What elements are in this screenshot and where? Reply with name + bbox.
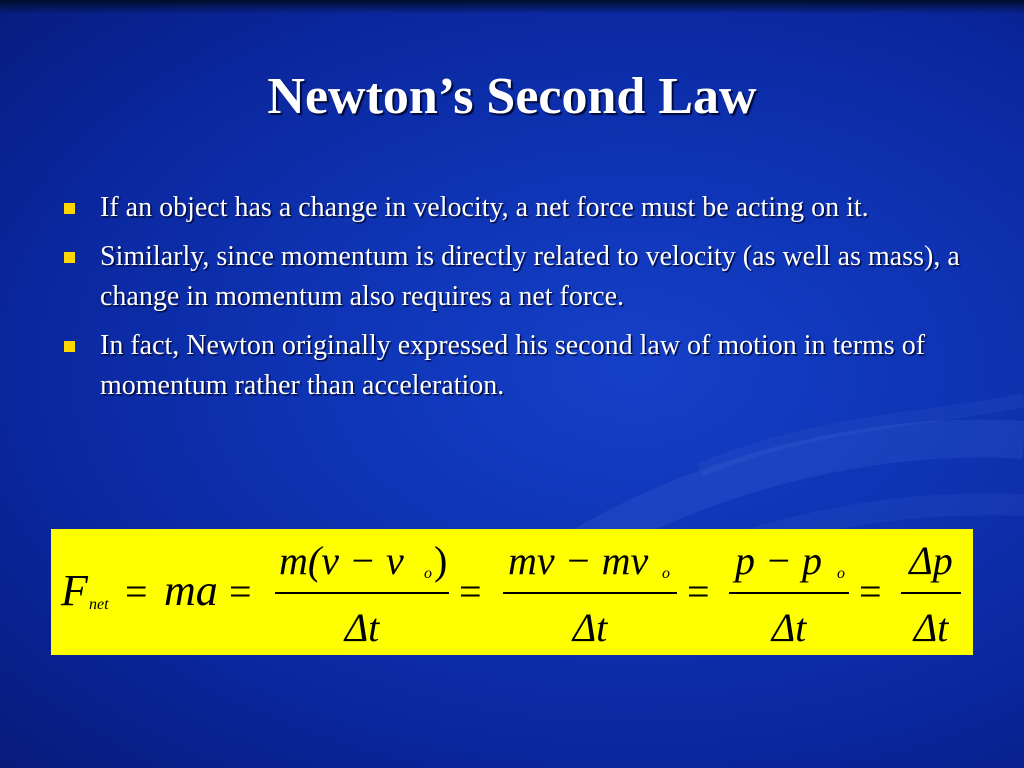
fraction-3-denominator: Δt	[771, 605, 807, 650]
bullet-text: In fact, Newton originally expressed his second law of motion in terms of momentum rather than acceleration.	[100, 330, 926, 401]
formula-equals: =	[859, 569, 882, 614]
slide-title: Newton’s Second Law	[267, 68, 757, 125]
square-bullet-icon	[64, 203, 75, 214]
formula-equals: =	[459, 569, 482, 614]
fraction-1-numerator-paren: )	[434, 538, 448, 583]
fraction-2-denominator: Δt	[572, 605, 608, 650]
formula-equals: =	[687, 569, 710, 614]
fraction-4-numerator: Δp	[909, 538, 953, 583]
formula-equation	[51, 529, 973, 655]
bullet-list	[62, 188, 974, 415]
bullet-item	[62, 188, 974, 228]
fraction-3-numerator: p − p	[735, 538, 822, 583]
formula-lhs-subscript: net	[89, 596, 109, 613]
bullet-text: If an object has a change in velocity, a net force must be acting on it.	[100, 192, 869, 223]
bullet-text: Similarly, since momentum is directly related to velocity (as well as mass), a change in momentum also requires a net force.	[100, 241, 960, 312]
formula-lhs-symbol: F	[61, 566, 88, 615]
formula-equals: =	[125, 569, 148, 614]
fraction-3-numerator-subscript: o	[837, 565, 845, 582]
formula-box	[51, 529, 973, 655]
bullet-item	[62, 237, 974, 317]
fraction-2-numerator-subscript: o	[662, 565, 670, 582]
fraction-1-numerator-subscript: o	[424, 565, 432, 582]
fraction-4-denominator: Δt	[913, 605, 949, 650]
square-bullet-icon	[64, 341, 75, 352]
formula-term-ma: ma	[164, 566, 218, 615]
square-bullet-icon	[64, 252, 75, 263]
fraction-1-denominator: Δt	[344, 605, 380, 650]
fraction-1-numerator: m(v − v	[279, 538, 404, 583]
bullet-item	[62, 326, 974, 406]
fraction-2-numerator: mv − mv	[508, 538, 649, 583]
formula-equals: =	[229, 569, 252, 614]
